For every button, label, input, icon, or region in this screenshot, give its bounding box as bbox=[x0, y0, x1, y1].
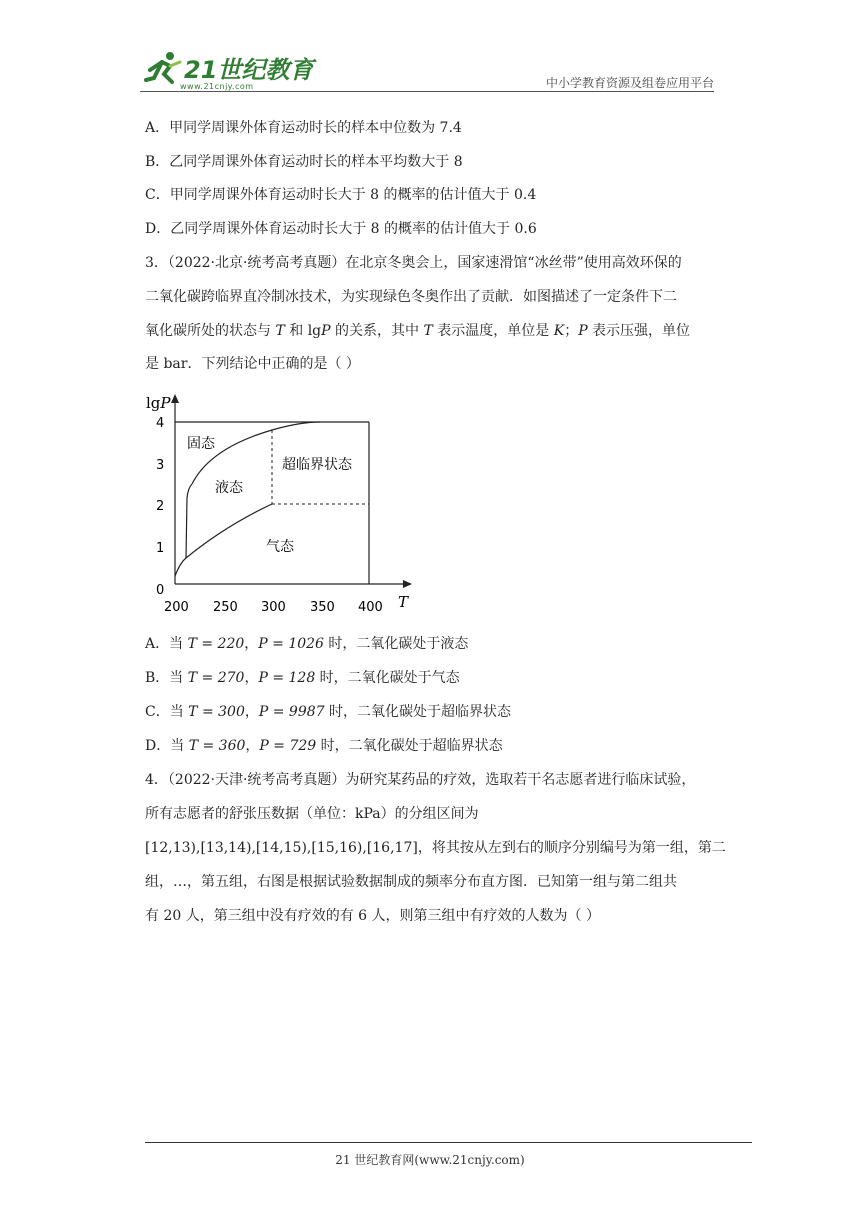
x-tick-label: 300 bbox=[261, 600, 286, 615]
q4-stem-line-3: [12,13),[13,14),[14,15),[15,16),[16,17]，将其按从左到右的顺序分别编号为第一组，第二 bbox=[145, 840, 726, 856]
q3-option-a: A．当 T = 220，P = 1026 时，二氧化碳处于液态 bbox=[145, 636, 469, 652]
x-tick-label: 350 bbox=[310, 600, 335, 615]
q4-stem-line-1: 4．（2022·天津·统考高考真题）为研究某药品的疗效，选取若干名志愿者进行临床试验， bbox=[145, 772, 696, 788]
q2-option-c: C．甲同学周课外体育运动时长大于 8 的概率的估计值大于 0.4 bbox=[145, 187, 537, 203]
vaporization-curve bbox=[186, 504, 272, 558]
q4-stem-line-5: 有 20 人，第三组中没有疗效的有 6 人，则第三组中有疗效的人数为（ ） bbox=[145, 908, 600, 924]
sublimation-curve bbox=[175, 558, 186, 576]
y-tick-label: 0 bbox=[156, 583, 165, 598]
q2-option-a: A．甲同学周课外体育运动时长的样本中位数为 7.4 bbox=[145, 120, 462, 136]
q3-option-c: C．当 T = 300，P = 9987 时，二氧化碳处于超临界状态 bbox=[145, 704, 512, 720]
q3-option-b: B．当 T = 270，P = 128 时，二氧化碳处于气态 bbox=[145, 670, 460, 686]
region-label-liquid: 液态 bbox=[215, 480, 243, 496]
runner-logo-icon bbox=[140, 48, 184, 88]
x-tick-label: 400 bbox=[358, 600, 383, 615]
region-label-gas: 气态 bbox=[266, 539, 294, 555]
co2-phase-diagram bbox=[140, 388, 430, 620]
q2-option-d: D．乙同学周课外体育运动时长大于 8 的概率的估计值大于 0.6 bbox=[145, 221, 537, 237]
x-axis-label: T bbox=[398, 593, 409, 611]
q3-option-d: D．当 T = 360，P = 729 时，二氧化碳处于超临界状态 bbox=[145, 738, 503, 754]
q4-stem-line-4: 组，…，第五组，右图是根据试验数据制成的频率分布直方图．已知第一组与第二组共 bbox=[145, 874, 677, 890]
q4-stem-line-2: 所有志愿者的舒张压数据（单位：kPa）的分组区间为 bbox=[145, 806, 479, 822]
q2-option-b: B．乙同学周课外体育运动时长的样本平均数大于 8 bbox=[145, 154, 463, 170]
footer-divider bbox=[145, 1142, 752, 1143]
header-divider bbox=[140, 91, 714, 92]
q3-stem-line-2: 二氧化碳跨临界直冷制冰技术，为实现绿色冬奥作出了贡献．如图描述了一定条件下二 bbox=[145, 289, 677, 305]
y-axis-arrow-icon bbox=[171, 394, 179, 403]
x-tick-label: 250 bbox=[213, 600, 238, 615]
region-label-solid: 固态 bbox=[187, 436, 215, 452]
region-label-supercritical: 超临界状态 bbox=[282, 457, 352, 473]
logo-url: www.21cnjy.com bbox=[180, 82, 254, 91]
y-tick-label: 3 bbox=[156, 458, 165, 473]
site-logo bbox=[140, 48, 315, 90]
q3-stem-line-3: 氧化碳所处的状态与 T 和 lgP 的关系，其中 T 表示温度，单位是 K；P 表示压强，单位 bbox=[145, 323, 691, 339]
y-tick-label: 1 bbox=[156, 541, 165, 556]
logo-text: 21世纪教育 bbox=[184, 56, 314, 84]
q3-stem-line-1: 3．（2022·北京·统考高考真题）在北京冬奥会上，国家速滑馆“冰丝带”使用高效环保的 bbox=[145, 255, 682, 271]
y-tick-label: 4 bbox=[156, 416, 165, 431]
y-tick-label: 2 bbox=[156, 499, 165, 514]
platform-tagline: 中小学教育资源及组卷应用平台 bbox=[545, 76, 714, 90]
q3-stem-line-4: 是 bar．下列结论中正确的是（ ） bbox=[145, 356, 360, 372]
x-tick-label: 200 bbox=[164, 600, 189, 615]
melting-curve bbox=[186, 484, 192, 558]
y-axis-label: lgP bbox=[146, 394, 171, 412]
footer-text: 21 世纪教育网(www.21cnjy.com) bbox=[335, 1153, 525, 1167]
x-axis-arrow-icon bbox=[403, 580, 412, 588]
solid-liquid-boundary bbox=[192, 422, 320, 484]
page-header bbox=[140, 40, 714, 92]
